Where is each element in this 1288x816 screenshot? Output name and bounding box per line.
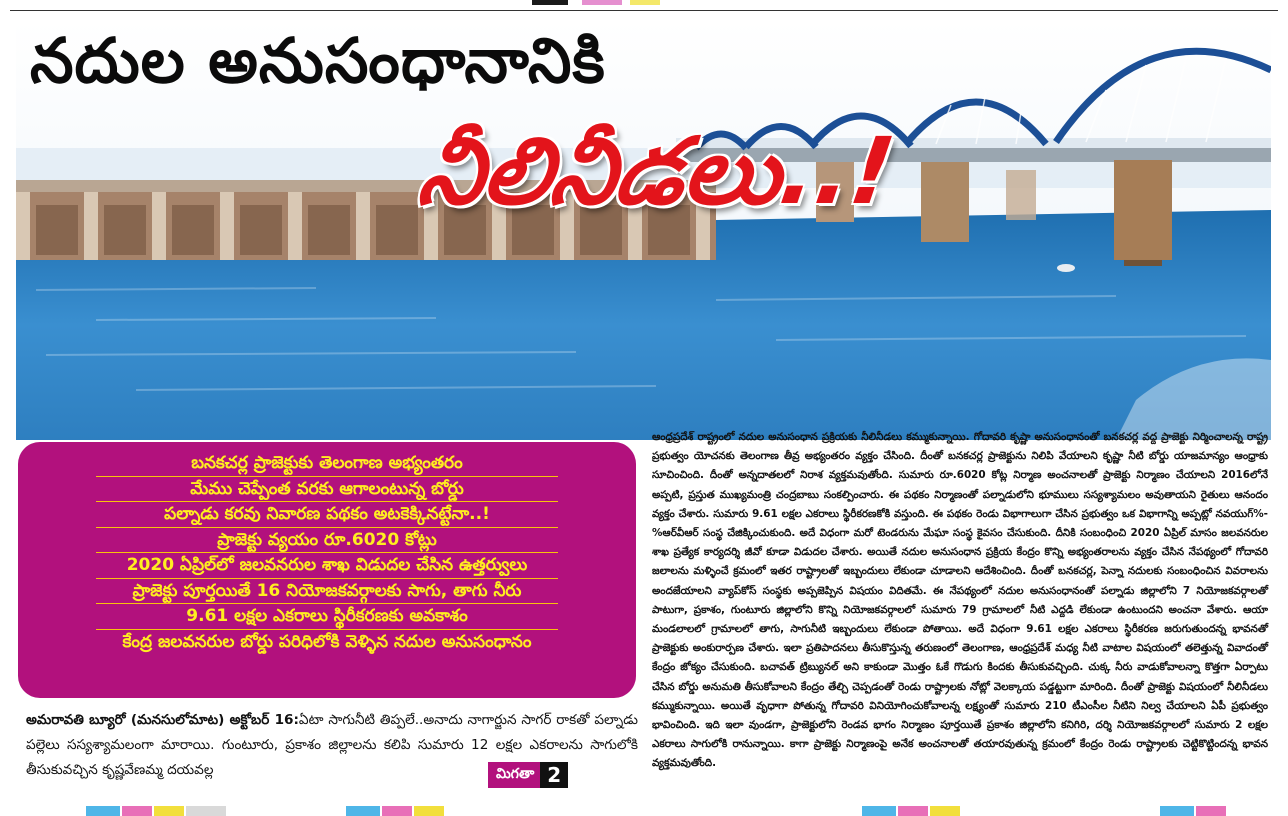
print-mark [346, 806, 380, 816]
print-mark [630, 0, 660, 5]
print-mark [1160, 806, 1194, 816]
highlight-separator [96, 603, 558, 604]
print-mark [898, 806, 928, 816]
bottom-color-strip [0, 804, 1288, 816]
highlight-item: ప్రాజెక్టు వ్యయం రూ.6020 కోట్లు [217, 529, 437, 550]
print-mark [930, 806, 960, 816]
continued-label: మిగతా [496, 765, 535, 782]
continued-on-page[interactable] [488, 762, 568, 788]
highlight-item: 9.61 లక్షల ఎకరాలు స్థిరీకరణకు అవకాశం [186, 606, 468, 626]
print-mark [186, 806, 226, 816]
main-title: నీలినీడలు..! [412, 118, 901, 225]
highlight-separator [96, 476, 558, 477]
continued-page-number: 2 [540, 762, 568, 788]
highlight-separator [96, 629, 558, 630]
highlight-separator [96, 527, 558, 528]
highlight-item: 2020 ఏప్రిల్‌లో జలవనరుల శాఖ విడుదల చేసిన ఉత్తర్వులు [126, 555, 528, 575]
highlight-item: బనకచర్ల ప్రాజెక్టుకు తెలంగాణ అభ్యంతరం [191, 453, 463, 473]
byline: అమరావతి బ్యూరో (మనసులోమాట) అక్టోబర్ 16: [26, 712, 299, 728]
print-mark [532, 0, 568, 5]
highlight-separator [96, 578, 558, 579]
print-mark [154, 806, 184, 816]
print-mark [862, 806, 896, 816]
print-mark [122, 806, 152, 816]
print-mark [382, 806, 412, 816]
print-mark [414, 806, 444, 816]
top-color-strip [0, 0, 1288, 8]
story-left-text: ఏటా సాగునీటి తిప్పలే..అనాదు నాగార్జున సాగర్ రాకతో పల్నాడు పల్లెలు సస్యశ్యామలంగా మారాయి. గుంటూరు, ప్రకాశం జిల్లాలను కలిపి సుమారు 12 లక్షల ఎకరాలను సాగులోకి తీసుకువచ్చిన కృష్ణవేణమ్మ దయవల్ల [26, 712, 638, 778]
highlight-separator [96, 552, 558, 553]
highlight-separator [96, 501, 558, 502]
story-right: ఆంధ్రప్రదేశ్ రాష్ట్రంలో నదుల అనుసంధాన ప్రక్రియకు నీలినీడలు కమ్ముకున్నాయి. గోదావరి కృష్ణా అనుసంధానంతో బనకచర్ల వద్ద ప్రాజెక్టు నిర్మించాలన్న రాష్ట్ర ప్రభుత్వం యోచనకు తెలంగాణ తీవ్ర అభ్యంతరం వ్యక్తం చేసింది. దీంతో బనకచర్ల ప్రాజెక్టును నిలిపి వేయాలని కృష్ణా నీటి బోర్డు యాజమాన్యం ఆంధ్రాకు సూచించింది. దీంతో అన్నదాతలలో నిరాశ వ్యక్తమవుతోంది. సుమారు రూ.6020 కోట్ల నిర్మాణ అంచనాలతో ప్రాజెక్టు నిర్మాణం చేయాలని 2016లోనే అప్పటి, ప్రస్తుత ముఖ్యమంత్రి చంద్రబాబు సంకల్పించారు. ఈ పథకం నిర్మాణంతో పల్నాడులోని భూములు సస్యశ్యామలం అవుతాయని రైతులు ఆనందం వ్యక్తం చేశారు. సుమారు 9.61 లక్షల ఎకరాలు స్థిరీకరణకోకి వస్తుంది. ఈ పథకం రెండు విభాగాలుగా చేసిన ప్రభుత్వం ఒక విభాగాన్ని అప్పట్లో నవయుగ్%-%ఆర్‌వీఆర్ సంస్థ చేజిక్కించుకుంది. అదే విధంగా మరో టెండరును మేఘా సంస్థ కైవసం చేసుకుంది. దీనికి సంబంధించి 2020 ఏప్రిల్ మాసం జలవనరుల శాఖ ప్రత్యేక కార్యదర్శి జీవో కూడా విడుదల చేశారు. అయితే నదుల అనుసంధాన ప్రక్రియ కేంద్రం కొన్ని అభ్యంతరాలను వ్యక్తం చేసిన నేపథ్యంలో గోదావరి జలాలను మళ్ళించే క్రమంలో ఇతర రాష్ట్రాలతో ఇబ్బందులు లేకుండా చూడాలని ఆదేశించింది. దీంతో బనకచర్ల, పెన్నా నదులకు సంబంధించిన వివరాలను అందజేయాలని వ్యాప్‌కోస్ సంస్థకు అప్పజెప్పిన విషయం విదితమే. ఈ నేపథ్యంలో నదుల అనుసంధానంతో పల్నాడు జిల్లాలోని 7 నియోజకవర్గాలతో పాటుగా, ప్రకాశం, గుంటూరు జిల్లాలోని కొన్ని నియోజకవర్గాలలో సుమారు 79 గ్రామాలలో నీటి ఎద్దడి లేకుండా ఉంటుందని అంచనా వేశారు. ఆయా మండలాలలో గ్రామాలలో తాగు, సాగునీటి ఇబ్బందులు లేకుండా పోతాయి. అదే విధంగా 9.61 లక్షల ఎకరాలు స్థిరీకరణ జరుగుతుందన్న భావనతో ప్రాజెక్టుకు అంకురార్పణ చేశారు. ఇలా ప్రతిపాదనలు తీసుకొస్తున్న తరుణంలో తెలంగాణ, ఆంధ్రప్రదేశ్ మధ్య నీటి వాటాల విషయంలో తలెత్తున్న వివాదంతో కేంద్రం జోక్యం చేసుకుంది. బచావత్ ట్రిబ్యునల్ అని కాకుండా మొత్తం ఓకే గొడుగు కిందకు తీసుకువచ్చింది. చుక్క నీరు వాడుకోవాలన్నా కొత్తగా ఏర్పాటు చేసిన బోర్డు అనుమతి తీసుకోవాలని కేంద్రం తేల్చి చెప్పడంతో రెండు రాష్ట్రాలకు నోట్లో వెలక్కాయ పడ్డట్టుగా మారింది. దీంతో ప్రాజెక్టు విషయంలో నీలినీడలు కమ్ముకున్నాయి. అయితే వృధాగా పోతున్న గోదావరి వినియోగించుకోవాలన్న లక్ష్యంతో సుమారు 210 టీఎంసీల నీటిని నిల్వ చేయాలని ఏపీ ప్రభుత్వం భావించింది. ఇది ఇలా వుండగా, ప్రాజెక్టులోని రెండవ భాగం నిర్మాణం పూర్తయితే ప్రకాశం జిల్లాలోని కనిగిరి, దర్శి నియోజకవర్గాలలో సుమారు 2 లక్షల ఎకరాలు సాగులోకి రానున్నాయి. కాగా ప్రాజెక్టు నిర్మాణంపై అనేక అంచనాలతో తయారవుతున్న క్రమంలో కేంద్రం రెండు రాష్ట్రాలకు చెట్టికొట్టిందన్న భావన వ్యక్తమవుతోంది. [652, 431, 1268, 770]
highlight-item: పల్నాడు కరవు నివారణ పథకం అటకెక్కినట్టేనా..! [164, 504, 490, 524]
print-mark [86, 806, 120, 816]
highlight-item: ప్రాజెక్టు పూర్తయితే 16 నియోజకవర్గాలకు సాగు, తాగు నీరు [132, 580, 522, 601]
highlights-box [18, 442, 636, 698]
highlight-item: మేము చెప్పేంత వరకు ఆగాలంటున్న బోర్డు [190, 478, 464, 499]
print-mark [582, 0, 622, 5]
highlight-item: కేంద్ర జలవనరుల బోర్డు పరిధిలోకి వెళ్ళిన నదుల అనుసంధానం [122, 631, 532, 652]
print-mark [1196, 806, 1226, 816]
headline: నదుల అనుసంధానానికి [30, 24, 606, 97]
